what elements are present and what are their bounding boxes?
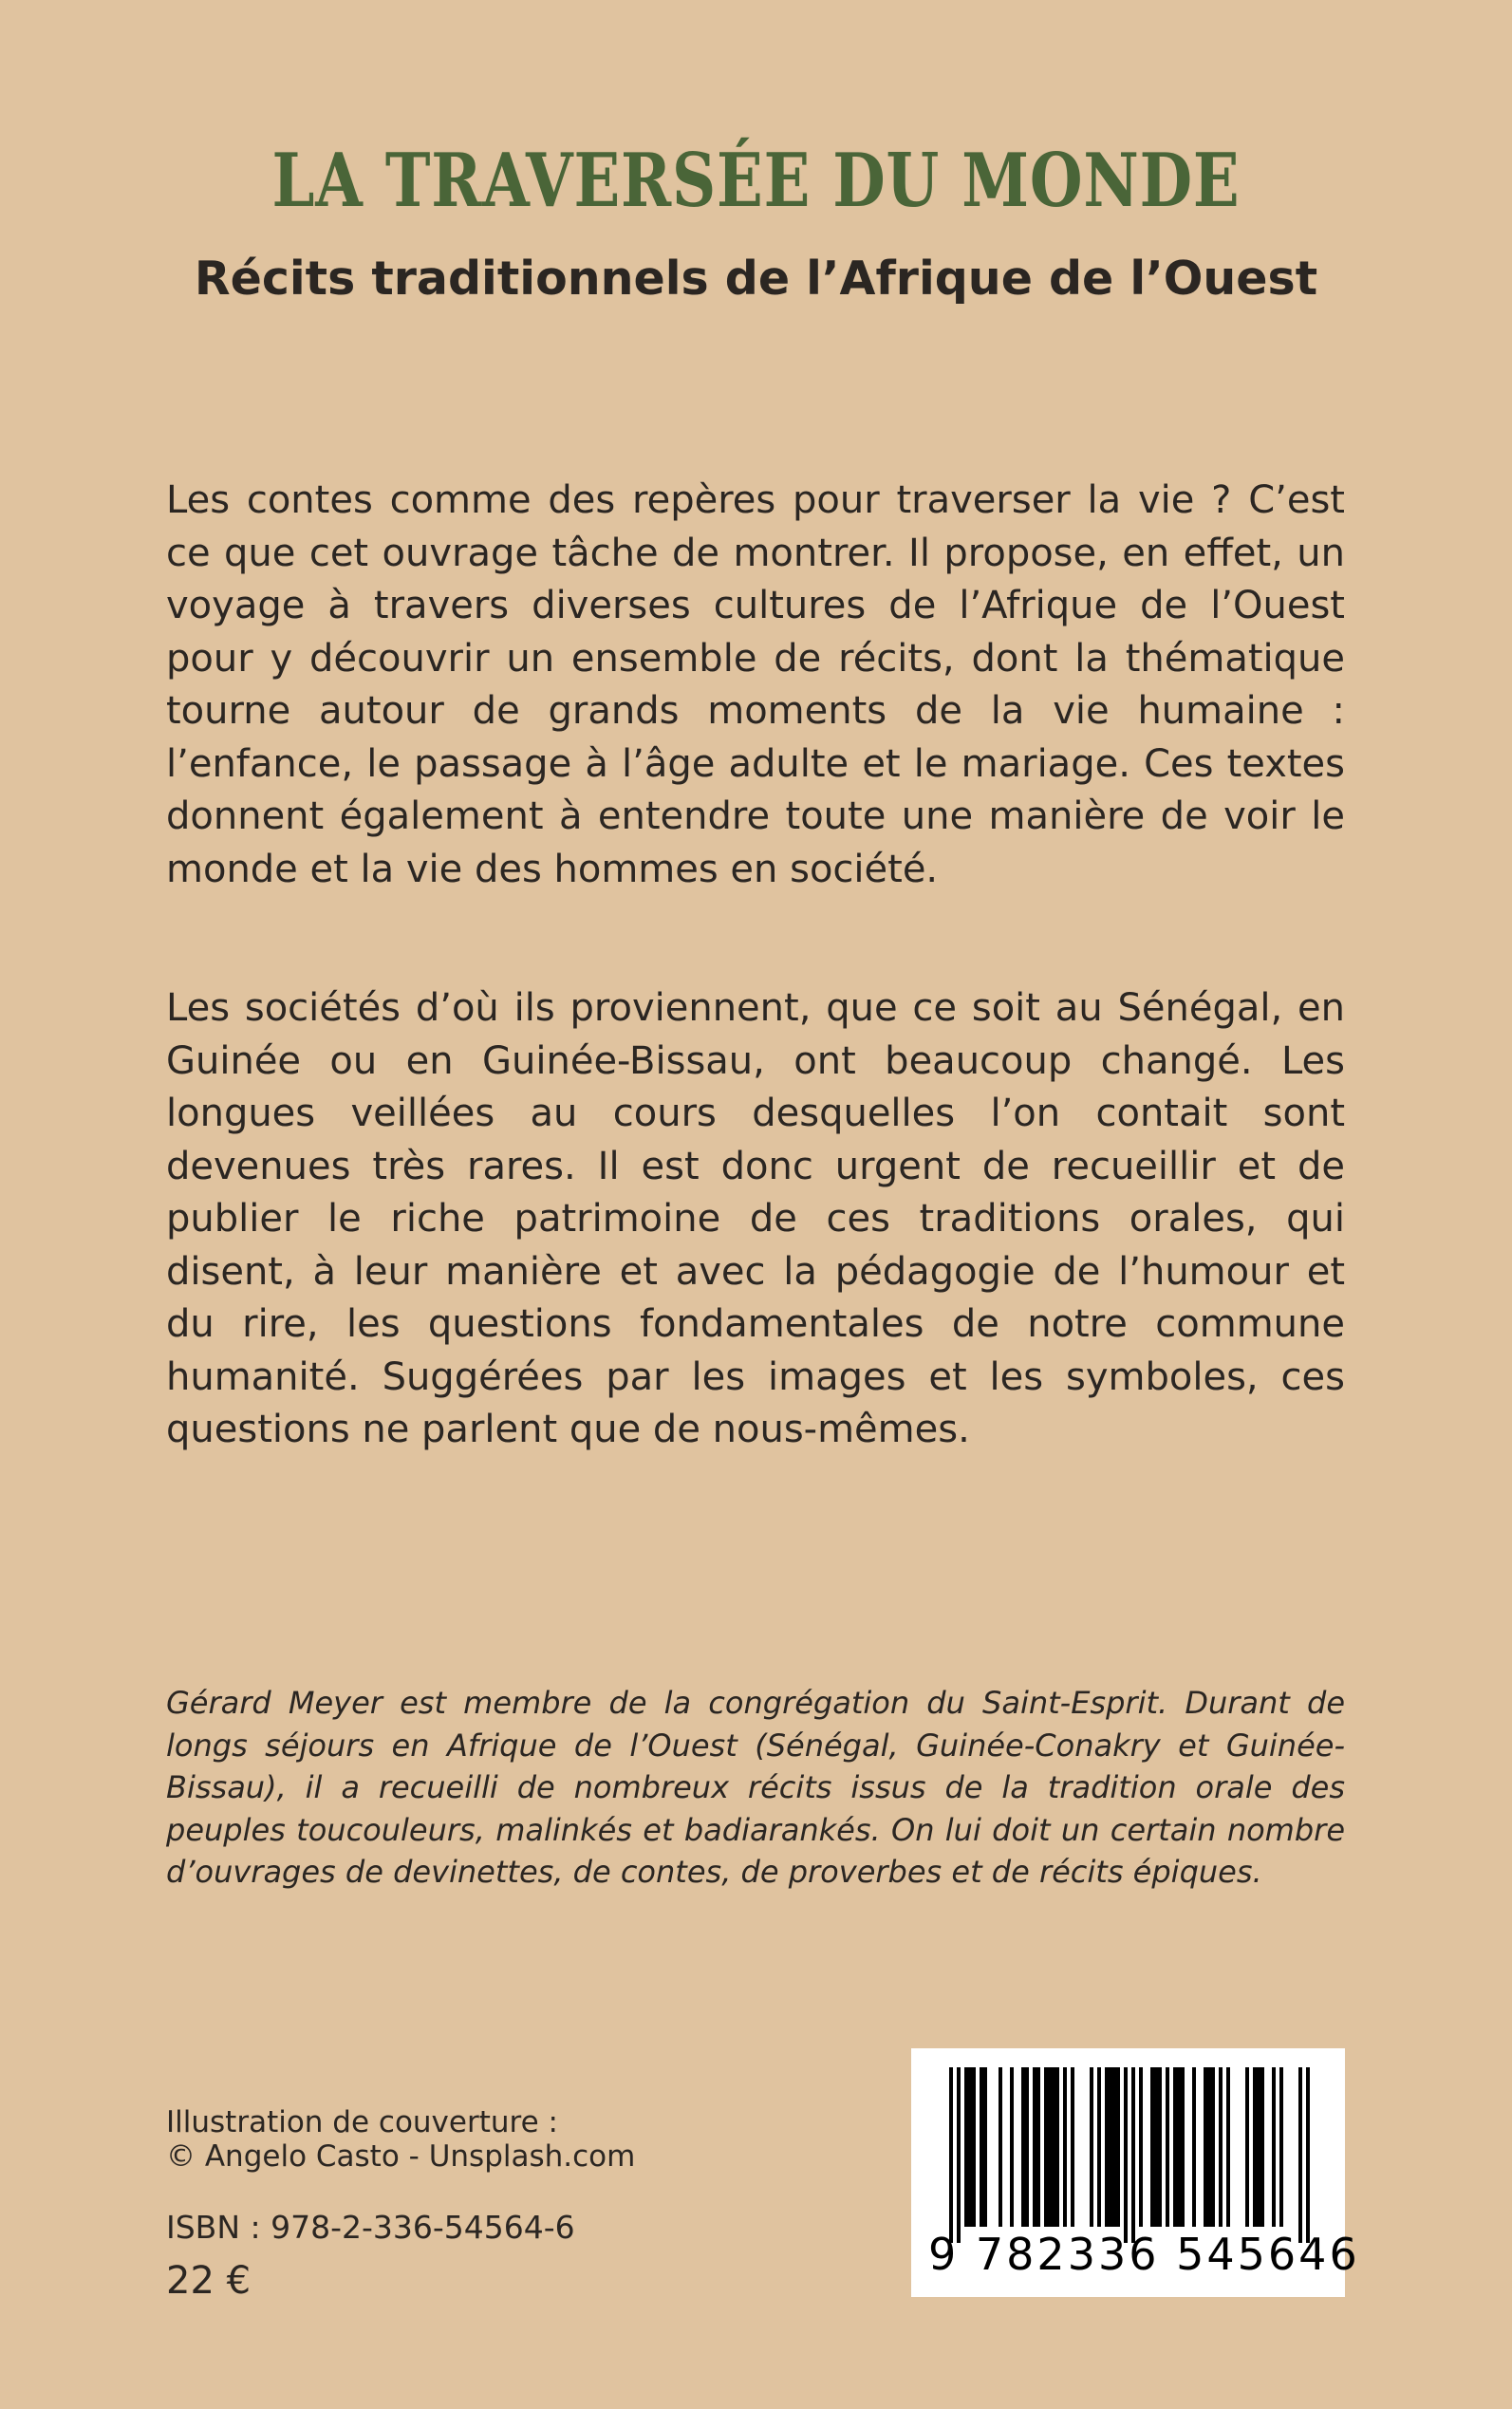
barcode-bar	[957, 2067, 961, 2243]
barcode-bar	[949, 2067, 953, 2243]
barcode-bar	[1139, 2067, 1143, 2227]
barcode-bar	[1166, 2067, 1169, 2227]
barcode-bar	[1021, 2067, 1025, 2227]
credit-label: Illustration de couverture :	[166, 2105, 558, 2139]
barcode-bar	[1097, 2067, 1101, 2227]
author-bio-text: est membre de la congrégation du Saint-Esprit. Durant de longs séjours en Afrique de l’Ouest (Sénégal, Guinée-Conakry et Guinée-Bissau), il a recueilli de nombreux récits issus de la tradition orale des peuples toucouleurs, malinkés et badiarankés. On lui doit un certain nombre d’ouvrages de devinettes, de contes, de proverbes et de récits épiques.	[166, 1685, 1346, 1890]
barcode-bar	[1245, 2067, 1249, 2227]
barcode-bar	[1173, 2067, 1177, 2227]
blurb-paragraph-1	[166, 475, 1345, 896]
barcode-bar	[1226, 2067, 1230, 2227]
blurb-text: Les contes comme des repères pour traverser la vie ? C’est ce que cet ouvrage tâche de montrer. Il propose, en effet, un voyage à travers diverses cultures de l’Afrique de l’Ouest pour y découvrir un ensemble de récits, dont la thématique tourne autour de grands moments de la vie humaine : l’enfance, le passage à l’âge adulte et le mariage. Ces textes donnent également à entendre toute une manière de voir le monde et la vie des hommes en société.	[166, 478, 1345, 891]
barcode-bar	[1219, 2067, 1223, 2227]
barcode-bar	[1124, 2067, 1128, 2243]
barcode-bar	[1105, 2067, 1109, 2227]
credit-source: © Angelo Casto - Unsplash.com	[166, 2139, 636, 2174]
barcode-bar	[1279, 2067, 1283, 2227]
barcode-bar	[1177, 2067, 1181, 2227]
barcode-bar	[1150, 2067, 1154, 2227]
barcode-bar	[1055, 2067, 1059, 2227]
barcode-bar	[1036, 2067, 1040, 2227]
barcode-bar	[1298, 2067, 1302, 2243]
barcode-bar	[1211, 2067, 1215, 2227]
isbn: ISBN : 978-2-336-54564-6	[166, 2209, 575, 2246]
barcode-bar	[1257, 2067, 1260, 2227]
barcode-bar	[964, 2067, 968, 2227]
barcode-bar	[1154, 2067, 1158, 2227]
barcode-bar	[980, 2067, 983, 2227]
barcode-digits: 9 782336 545646	[928, 2229, 1360, 2280]
book-title: LA TRAVERSÉE DU MONDE	[271, 138, 1241, 224]
illustration-credit	[166, 2105, 635, 2174]
barcode-bar	[1272, 2067, 1276, 2227]
barcode-bar	[1063, 2067, 1067, 2227]
barcode-bar	[1010, 2067, 1014, 2227]
barcode-bar	[1052, 2067, 1055, 2227]
blurb-text: Les sociétés d’où ils proviennent, que ce soit au Sénégal, en Guinée ou en Guinée-Bissau, ont beaucoup changé. Les longues veillées au cours desquelles l’on contait sont devenues très rares. Il est donc urgent de recueillir et de publier le riche patrimoine de ces traditions orales, qui disent, à leur manière et avec la pédagogie de l’humour et du rire, les questions fondamentales de notre commune humanité. Suggérées par les images et les symboles, ces questions ne parlent que de nous-mêmes.	[166, 986, 1345, 1451]
barcode-bar	[1112, 2067, 1116, 2227]
barcode-bar	[1071, 2067, 1074, 2227]
barcode-bar	[972, 2067, 976, 2227]
barcode-bar	[1207, 2067, 1211, 2227]
barcode-bar	[1192, 2067, 1196, 2227]
barcode-bar	[1090, 2067, 1093, 2227]
author-name: Gérard Meyer	[166, 1685, 383, 1721]
author-bio	[166, 1682, 1345, 1894]
barcode-bar	[1260, 2067, 1264, 2227]
barcode-bar	[1158, 2067, 1162, 2227]
barcode-bar	[1131, 2067, 1135, 2243]
barcode-bar	[1025, 2067, 1029, 2227]
barcode-bar	[968, 2067, 972, 2227]
barcode-bar	[1116, 2067, 1120, 2227]
barcode-bar	[1044, 2067, 1048, 2227]
barcode-bar	[1109, 2067, 1112, 2227]
blurb-paragraph-2	[166, 982, 1345, 1457]
barcode-bar	[983, 2067, 987, 2227]
barcode-bar	[1033, 2067, 1036, 2227]
barcode-bar	[1306, 2067, 1310, 2243]
book-subtitle: Récits traditionnels de l’Afrique de l’Ouest	[194, 252, 1318, 306]
barcode-bar	[1048, 2067, 1052, 2227]
barcode-bar	[999, 2067, 1002, 2227]
barcode	[911, 2048, 1360, 2297]
barcode-bar	[1253, 2067, 1257, 2227]
barcode-bar	[1181, 2067, 1185, 2227]
barcode-bar	[1204, 2067, 1207, 2227]
price: 22 €	[166, 2259, 252, 2303]
